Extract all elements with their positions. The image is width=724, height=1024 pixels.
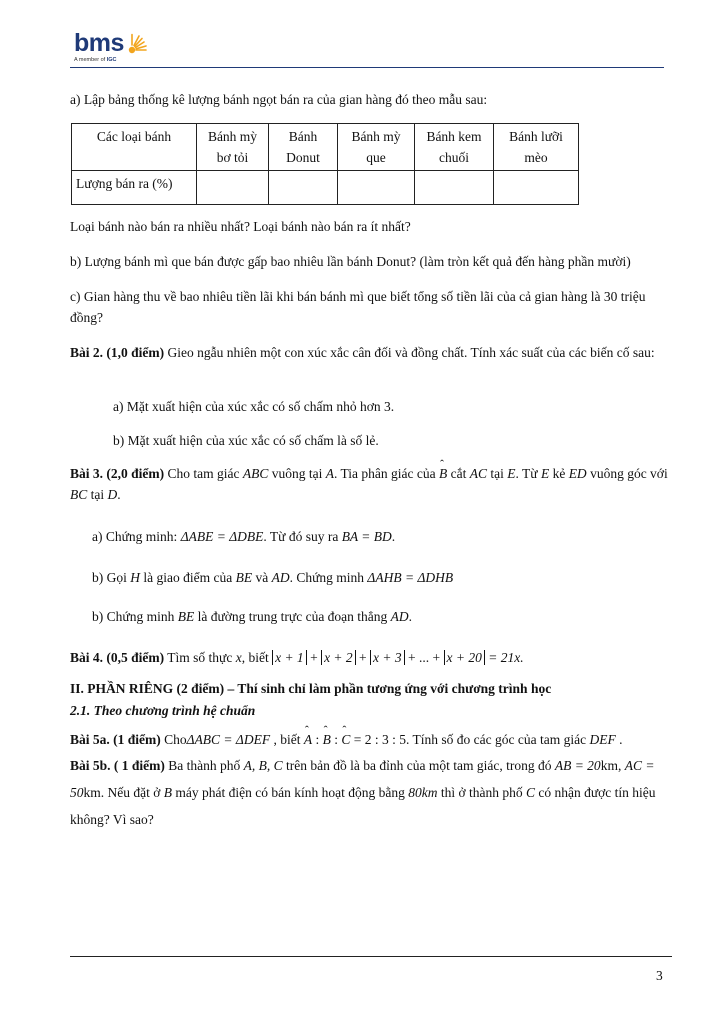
table-header-cell: Bánh lưỡi mèo: [494, 124, 579, 171]
table-row: [72, 171, 579, 205]
table-cell: [415, 171, 494, 205]
bai4-text: Bài 4. (0,5 điểm) Tìm số thực x, biết x + 1 + x + 2 + x + 3 + ... + x + 20 = 21x.: [70, 650, 524, 665]
bai3-text: Bài 3. (2,0 điểm) Cho tam giác ABC vuông tại A. Tia phân giác của ˆ B cắt AC tại E. Từ E kẻ ED vuông góc với BC tại D.: [70, 463, 680, 505]
bai2-text: Bài 2. (1,0 điểm) Gieo ngẫu nhiên một con xúc xắc cân đối và đồng chất. Tính xác suất của các biến cố sau:: [70, 345, 655, 360]
bai5a-text: Bài 5a. (1 điểm) ChoΔABC = ΔDEF , biết ˆ A : ˆ B : ˆ C = 2 : 3 : 5. Tính số đo các góc của tam giác DEF .: [70, 729, 680, 750]
logo-wordmark: bms: [74, 29, 124, 57]
bms-logo: [74, 30, 154, 66]
table-row-label: Lượng bán ra (%): [72, 171, 197, 205]
bai3-b: b) Gọi H là giao điểm của BE và AD. Chứng minh ΔAHB = ΔDHB: [92, 570, 454, 585]
table-cell: [269, 171, 338, 205]
q1b-text: b) Lượng bánh mì que bán được gấp bao nhiêu lần bánh Donut? (làm tròn kết quả đến hàng phần mười): [70, 254, 631, 269]
section2-title: II. PHẦN RIÊNG (2 điểm) – Thí sinh chỉ làm phần tương ứng với chương trình học: [70, 681, 552, 696]
bai5b-text: Bài 5b. ( 1 điểm) Ba thành phố A, B, C trên bản đồ là ba đỉnh của một tam giác, trong đó AB = 20km, AC = 50km. Nếu đặt ở B máy phát điện có bán kính hoạt động bằng 80km thì ở thành phố C có nhận được tín hiệu không? Vì sao?: [70, 758, 656, 827]
table-header-cell: Bánh kem chuối: [415, 124, 494, 171]
abs-term: x + 2: [321, 650, 356, 665]
table-cell: [338, 171, 415, 205]
table-row: [72, 124, 579, 171]
q1a-text: a) Lập bảng thống kê lượng bánh ngọt bán ra của gian hàng đó theo mẫu sau:: [70, 92, 488, 107]
table-header-cell: Bánh mỳ que: [338, 124, 415, 171]
bai2-a: a) Mặt xuất hiện của xúc xắc có số chấm nhỏ hơn 3.: [113, 399, 395, 414]
header-rule: [70, 67, 664, 68]
abs-term: x + 20: [444, 650, 485, 665]
page-number: 3: [656, 968, 663, 983]
table-header-cell: Các loại bánh: [72, 124, 197, 171]
abs-term: x + 3: [370, 650, 405, 665]
section2-subtitle: 2.1. Theo chương trình hệ chuẩn: [70, 703, 256, 718]
footer-rule: [70, 956, 672, 957]
bai3-a: a) Chứng minh: ΔABE = ΔDBE. Từ đó suy ra BA = BD.: [92, 529, 396, 544]
logo-tagline: A member of IGC: [74, 57, 117, 63]
sun-icon: [128, 32, 150, 54]
table-cell: [494, 171, 579, 205]
q1c-text: c) Gian hàng thu về bao nhiêu tiền lãi khi bán bánh mì que biết tổng số tiền lãi của cả gian hàng là 30 triệu đồng?: [70, 289, 646, 325]
table-cell: [197, 171, 269, 205]
table-header-cell: Bánh Donut: [269, 124, 338, 171]
bai2-b: b) Mặt xuất hiện của xúc xắc có số chấm là số lẻ.: [113, 433, 379, 448]
table-header-cell: Bánh mỳ bơ tỏi: [197, 124, 269, 171]
q1a-follow: Loại bánh nào bán ra nhiều nhất? Loại bánh nào bán ra ít nhất?: [70, 219, 411, 234]
bai3-c: b) Chứng minh BE là đường trung trực của đoạn thẳng AD.: [92, 609, 413, 624]
stats-table: [71, 123, 579, 205]
abs-term: x + 1: [272, 650, 307, 665]
